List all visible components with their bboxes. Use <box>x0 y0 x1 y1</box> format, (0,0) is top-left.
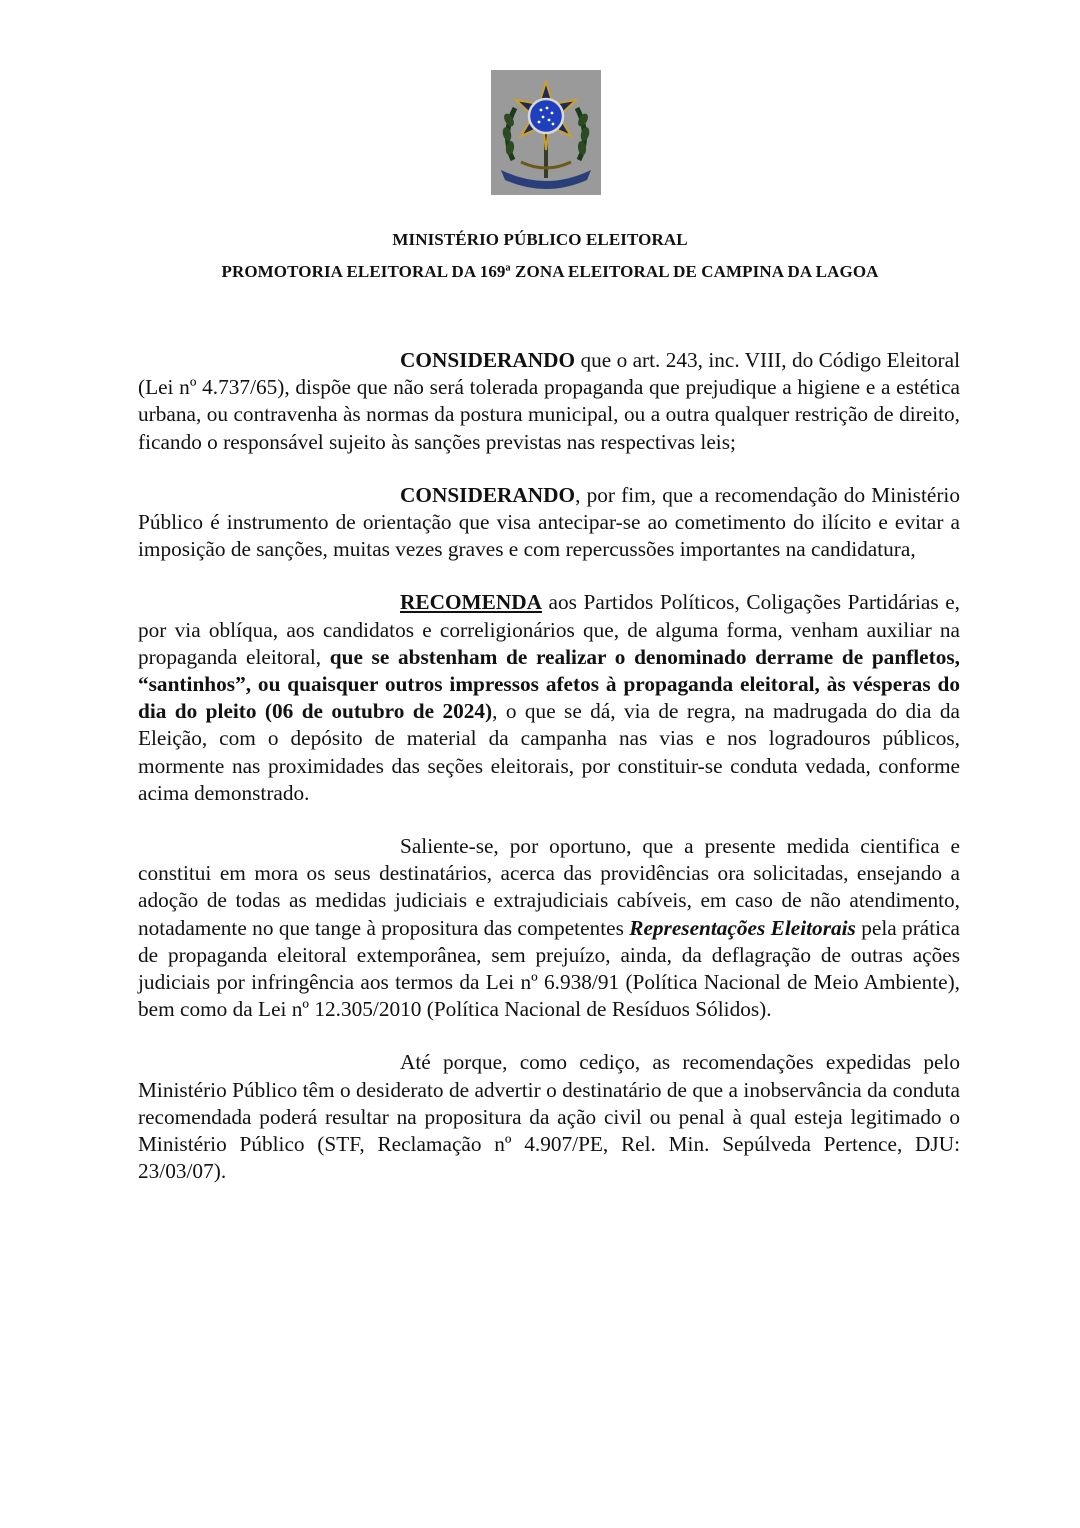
recomenda-lead: RECOMENDA <box>400 590 542 615</box>
document-body <box>138 347 960 1211</box>
considerando-lead: CONSIDERANDO <box>400 482 576 507</box>
paragraph-ate-porque <box>138 1049 960 1185</box>
coat-of-arms-emblem <box>491 70 601 195</box>
paragraph-considerando-2 <box>138 482 960 564</box>
header-ministry-title: MINISTÉRIO PÚBLICO ELEITORAL <box>392 230 688 249</box>
paragraph-recomenda <box>138 589 960 807</box>
paragraph-text: Saliente-se, por oportuno, que a presente medida cientifica e constitui em mora os seus destinatários, acerca das providências ora solicitadas, ensejando a adoção de todas as medidas judiciais e extrajudiciais cabíveis, em caso de não atendimento, notadamente no que tange à propositura das competentes <box>138 834 960 940</box>
representacoes-eleitorais-term: Representações Eleitorais <box>629 915 856 940</box>
paragraph-text: pela prática de propaganda eleitoral extemporânea, sem prejuízo, ainda, da deflagração de outras ações judiciais por infringência aos termos da Lei nº 6.938/91 (Política Nacional de Meio Ambiente), bem como da Lei nº 12.305/2010 (Política Nacional de Resíduos Sólidos). <box>138 915 960 1022</box>
paragraph-considerando-1 <box>138 347 960 456</box>
paragraph-text: Até porque, como cediço, as recomendações expedidas pelo Ministério Público têm o desiderato de advertir o destinatário de que a inobservância da conduta recomendada poderá resultar na propositura da ação civil ou penal à qual esteja legitimado o Ministério Público (STF, Reclamação nº 4.907/PE, Rel. Min. Sepúlveda Pertence, DJU: 23/03/07). <box>138 1050 960 1184</box>
paragraph-text: , o que se dá, via de regra, na madrugada do dia da Eleição, com o depósito de material da campanha nas vias e nos logradouros públicos, mormente nas proximidades das seções eleitorais, por constituir-se conduta vedada, conforme acima demonstrado. <box>138 699 961 805</box>
paragraph-text: , por fim, que a recomendação do Ministério Público é instrumento de orientação que visa antecipar-se ao cometimento do ilícito e evitar a imposição de sanções, muitas vezes graves e com repercussões importantes na candidatura, <box>138 482 960 562</box>
considerando-lead: CONSIDERANDO <box>400 348 576 372</box>
paragraph-text: que o art. 243, inc. VIII, do Código Eleitoral (Lei nº 4.737/65), dispõe que não será tolerada propaganda que prejudique a higiene e a estética urbana, ou contravenha às normas da postura municipal, ou a outra qualquer restrição de direito, ficando o responsável sujeito às sanções previstas nas respectivas leis; <box>138 348 960 454</box>
paragraph-text: aos Partidos Políticos, Coligações Partidárias e, por via oblíqua, aos candidatos e correligionários que, de alguma forma, venham auxiliar na propaganda eleitoral, <box>138 590 960 669</box>
recommendation-bold-text: que se abstenham de realizar o denominado derrame de panfletos, “santinhos”, ou quaisquer outros impressos afetos à propaganda eleitoral, às vésperas do dia do pleito (06 de outubro de 2024) <box>138 644 960 724</box>
paragraph-saliente <box>138 833 960 1023</box>
header-prosecutor-office: PROMOTORIA ELEITORAL DA 169ª ZONA ELEITORAL DE CAMPINA DA LAGOA <box>221 262 879 281</box>
brazil-coat-of-arms-icon <box>491 70 601 195</box>
